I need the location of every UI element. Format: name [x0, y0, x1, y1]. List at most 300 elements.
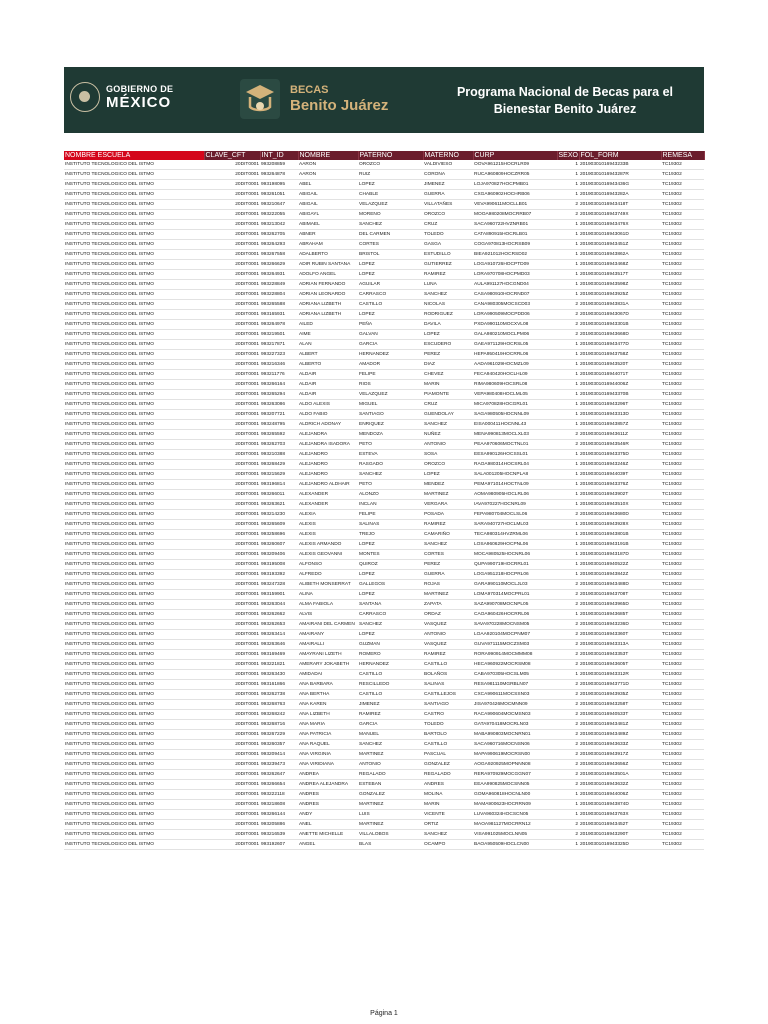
table-row	[64, 190, 704, 200]
table-row	[64, 280, 704, 290]
int-id-cell: 993266629	[260, 260, 298, 270]
int-id-cell: 993261051	[260, 190, 298, 200]
school-cell: INSTITUTO TECNOLOGICO DEL ISTMO	[64, 610, 204, 620]
materno-cell: CASTRO	[423, 710, 473, 720]
materno-cell: MARTINEZ	[423, 590, 473, 600]
folio-cell: 20190301016943353T	[579, 650, 661, 660]
table-row	[64, 830, 704, 840]
curp-cell: LOAA920104MOCPNM07	[473, 630, 557, 640]
nombre-cell: ALEXIA	[298, 510, 358, 520]
curp-cell: AADA961029HOCMZL09	[473, 360, 557, 370]
materno-cell: SANCHEZ	[423, 540, 473, 550]
folio-cell: 20190301016943501A	[579, 770, 661, 780]
int-id-cell: 993262703	[260, 440, 298, 450]
gobierno-mexico-logo	[70, 80, 174, 124]
curp-cell: VEVA990611MOCLLB01	[473, 200, 557, 210]
remesa-cell: TC19302	[661, 310, 704, 320]
clave-cell: 20DIT0001	[204, 620, 260, 630]
materno-cell: POSADA	[423, 510, 473, 520]
curp-cell: CANA980305MOCSCD03	[473, 300, 557, 310]
remesa-cell: TC19302	[661, 440, 704, 450]
materno-cell: CAMARIÑO	[423, 530, 473, 540]
table-row	[64, 520, 704, 530]
curp-cell: BIEA921012HOCRSD02	[473, 250, 557, 260]
sexo-cell: 2	[557, 330, 579, 340]
table-row	[64, 700, 704, 710]
folio-cell: 20190301016943481Z	[579, 720, 661, 730]
materno-cell: ANTONIO	[423, 440, 473, 450]
school-cell: INSTITUTO TECNOLOGICO DEL ISTMO	[64, 510, 204, 520]
materno-cell: PEREZ	[423, 350, 473, 360]
nombre-cell: ANA MARIA	[298, 720, 358, 730]
column-header: MATERNO	[423, 151, 473, 160]
curp-cell: GARA990110MOCLJL03	[473, 580, 557, 590]
clave-cell: 20DIT0001	[204, 640, 260, 650]
remesa-cell: TC19302	[661, 270, 704, 280]
paterno-cell: PEÑA	[358, 320, 423, 330]
sexo-cell: 2	[557, 630, 579, 640]
remesa-cell: TC19302	[661, 410, 704, 420]
remesa-cell: TC19302	[661, 190, 704, 200]
clave-cell: 20DIT0001	[204, 840, 260, 850]
materno-cell: GONZALEZ	[423, 760, 473, 770]
beneficiaries-table	[64, 151, 705, 850]
nombre-cell: ALEXANDER	[298, 500, 358, 510]
table-row	[64, 420, 704, 430]
nombre-cell: ALBERTO	[298, 360, 358, 370]
paterno-cell: REGALADO	[358, 770, 423, 780]
school-cell: INSTITUTO TECNOLOGICO DEL ISTMO	[64, 680, 204, 690]
sexo-cell: 1	[557, 800, 579, 810]
paterno-cell: PETO	[358, 440, 423, 450]
curp-cell: SAVA970228MOCNSM05	[473, 620, 557, 630]
curp-cell: SAGA980505HOCNNL09	[473, 410, 557, 420]
remesa-cell: TC19302	[661, 660, 704, 670]
folio-cell: 20190301016943857Z	[579, 420, 661, 430]
clave-cell: 20DIT0001	[204, 290, 260, 300]
table-row	[64, 300, 704, 310]
materno-cell: SOSA	[423, 450, 473, 460]
sexo-cell: 1	[557, 520, 579, 530]
clave-cell: 20DIT0001	[204, 320, 260, 330]
folio-cell: 20190301016943452T	[579, 820, 661, 830]
column-header: INT_ID	[260, 151, 298, 160]
remesa-cell: TC19302	[661, 380, 704, 390]
nombre-cell: ALEXIS GEOVANNI	[298, 550, 358, 560]
curp-cell: SARA940727HOCLML03	[473, 520, 557, 530]
remesa-cell: TC19302	[661, 370, 704, 380]
materno-cell: ZAPATA	[423, 600, 473, 610]
clave-cell: 20DIT0001	[204, 770, 260, 780]
folio-cell: 20190301016943520T	[579, 360, 661, 370]
table-row	[64, 710, 704, 720]
folio-cell: 20190301016943925Z	[579, 290, 661, 300]
nombre-cell: ALFONSO	[298, 560, 358, 570]
int-id-cell: 993169469	[260, 650, 298, 660]
paterno-cell: MARTINEZ	[358, 820, 423, 830]
school-cell: INSTITUTO TECNOLOGICO DEL ISTMO	[64, 500, 204, 510]
remesa-cell: TC19302	[661, 570, 704, 580]
remesa-cell: TC19302	[661, 790, 704, 800]
remesa-cell: TC19302	[661, 430, 704, 440]
sexo-cell: 1	[557, 790, 579, 800]
clave-cell: 20DIT0001	[204, 190, 260, 200]
folio-cell: 20190301016943370B	[579, 390, 661, 400]
materno-cell: ANDRES	[423, 780, 473, 790]
clave-cell: 20DIT0001	[204, 750, 260, 760]
curp-cell: LORA990509MOCPDD06	[473, 310, 557, 320]
sexo-cell: 1	[557, 180, 579, 190]
table-row	[64, 450, 704, 460]
clave-cell: 20DIT0001	[204, 350, 260, 360]
nombre-cell: ALVIS	[298, 610, 358, 620]
program-title	[430, 84, 700, 118]
int-id-cell: 993221821	[260, 660, 298, 670]
clave-cell: 20DIT0001	[204, 270, 260, 280]
clave-cell: 20DIT0001	[204, 490, 260, 500]
folio-cell: 20190301016943312R	[579, 670, 661, 680]
table-row	[64, 200, 704, 210]
paterno-cell: OROZCO	[358, 160, 423, 170]
curp-cell: RESA981110MGRBLN07	[473, 680, 557, 690]
nombre-cell: ANA KAREN	[298, 700, 358, 710]
nombre-cell: ABIGAYL	[298, 210, 358, 220]
folio-cell: 20190301016943874D	[579, 800, 661, 810]
paterno-cell: RUIZ	[358, 170, 423, 180]
folio-cell: 20190301016943668D	[579, 330, 661, 340]
school-cell: INSTITUTO TECNOLOGICO DEL ISTMO	[64, 800, 204, 810]
remesa-cell: TC19302	[661, 180, 704, 190]
table-row	[64, 210, 704, 220]
int-id-cell: 993215629	[260, 470, 298, 480]
clave-cell: 20DIT0001	[204, 220, 260, 230]
folio-cell: 20190301016943708T	[579, 590, 661, 600]
remesa-cell: TC19302	[661, 740, 704, 750]
folio-cell: 20190301016943517T	[579, 270, 661, 280]
int-id-cell: 993264931	[260, 270, 298, 280]
materno-cell: MENDEZ	[423, 480, 473, 490]
materno-cell: CORTES	[423, 550, 473, 560]
folio-cell: 20190301016943862A	[579, 250, 661, 260]
paterno-cell: ANTONIO	[358, 760, 423, 770]
remesa-cell: TC19302	[661, 590, 704, 600]
folio-cell: 20190301016943451Z	[579, 240, 661, 250]
paterno-cell: VILLALOBOS	[358, 830, 423, 840]
sexo-cell: 2	[557, 590, 579, 600]
table-row	[64, 630, 704, 640]
int-id-cell: 993263621	[260, 500, 298, 510]
becas-logo-icon	[238, 77, 282, 121]
table-row	[64, 260, 704, 270]
int-id-cell: 993262738	[260, 690, 298, 700]
sexo-cell: 2	[557, 750, 579, 760]
sexo-cell: 1	[557, 350, 579, 360]
school-cell: INSTITUTO TECNOLOGICO DEL ISTMO	[64, 660, 204, 670]
int-id-cell: 993268242	[260, 710, 298, 720]
int-id-cell: 993268429	[260, 460, 298, 470]
sexo-cell: 1	[557, 240, 579, 250]
materno-cell: NICOLAS	[423, 300, 473, 310]
remesa-cell: TC19302	[661, 640, 704, 650]
int-id-cell: 993208859	[260, 160, 298, 170]
folio-cell: 20190301016944006Z	[579, 380, 661, 390]
remesa-cell: TC19302	[661, 340, 704, 350]
materno-cell: VASQUEZ	[423, 640, 473, 650]
school-cell: INSTITUTO TECNOLOGICO DEL ISTMO	[64, 230, 204, 240]
school-cell: INSTITUTO TECNOLOGICO DEL ISTMO	[64, 300, 204, 310]
nombre-cell: ALDAIR	[298, 390, 358, 400]
remesa-cell: TC19302	[661, 420, 704, 430]
nombre-cell: AIME	[298, 330, 358, 340]
curp-cell: MICA970828HOCGRL01	[473, 400, 557, 410]
sexo-cell: 1	[557, 420, 579, 430]
int-id-cell: 993265588	[260, 300, 298, 310]
table-row	[64, 640, 704, 650]
paterno-cell: TREJO	[358, 530, 423, 540]
int-id-cell: 993262705	[260, 230, 298, 240]
clave-cell: 20DIT0001	[204, 680, 260, 690]
paterno-cell: CORTES	[358, 240, 423, 250]
paterno-cell: CARRASCO	[358, 290, 423, 300]
int-id-cell: 993268763	[260, 700, 298, 710]
clave-cell: 20DIT0001	[204, 540, 260, 550]
clave-cell: 20DIT0001	[204, 200, 260, 210]
table-row	[64, 610, 704, 620]
school-cell: INSTITUTO TECNOLOGICO DEL ISTMO	[64, 290, 204, 300]
materno-cell: VERGARA	[423, 500, 473, 510]
column-header: NOMBRE ESCUELA	[64, 151, 204, 160]
curp-cell: EESA990126HOCSSL01	[473, 450, 557, 460]
materno-cell: SANTIAGO	[423, 700, 473, 710]
curp-cell: RIMA980609HOCSRL08	[473, 380, 557, 390]
curp-cell: MAPA990619MOCRSN00	[473, 750, 557, 760]
sexo-cell: 1	[557, 280, 579, 290]
nombre-cell: ABIMAEL	[298, 220, 358, 230]
clave-cell: 20DIT0001	[204, 250, 260, 260]
int-id-cell: 993213042	[260, 220, 298, 230]
int-id-cell: 993222118	[260, 790, 298, 800]
folio-cell: 20190301016943656Z	[579, 760, 661, 770]
materno-cell: ROJAS	[423, 580, 473, 590]
school-cell: INSTITUTO TECNOLOGICO DEL ISTMO	[64, 480, 204, 490]
materno-cell: OROZCO	[423, 210, 473, 220]
school-cell: INSTITUTO TECNOLOGICO DEL ISTMO	[64, 830, 204, 840]
school-cell: INSTITUTO TECNOLOGICO DEL ISTMO	[64, 370, 204, 380]
sexo-cell: 1	[557, 550, 579, 560]
folio-cell: 20190301016943187D	[579, 550, 661, 560]
int-id-cell: 993265609	[260, 520, 298, 530]
table-row	[64, 230, 704, 240]
sexo-cell: 1	[557, 290, 579, 300]
curp-cell: VISA991025MOCLNN05	[473, 830, 557, 840]
paterno-cell: FELIPE	[358, 370, 423, 380]
sexo-cell: 2	[557, 760, 579, 770]
school-cell: INSTITUTO TECNOLOGICO DEL ISTMO	[64, 310, 204, 320]
school-cell: INSTITUTO TECNOLOGICO DEL ISTMO	[64, 710, 204, 720]
clave-cell: 20DIT0001	[204, 550, 260, 560]
sexo-cell: 2	[557, 660, 579, 670]
materno-cell: GUTIERREZ	[423, 260, 473, 270]
table-row	[64, 320, 704, 330]
materno-cell: VASQUEZ	[423, 620, 473, 630]
materno-cell: CRUZ	[423, 220, 473, 230]
paterno-cell: GUZMAN	[358, 640, 423, 650]
paterno-cell: ROMERO	[358, 650, 423, 660]
remesa-cell: TC19302	[661, 700, 704, 710]
remesa-cell: TC19302	[661, 250, 704, 260]
table-row	[64, 580, 704, 590]
paterno-cell: SALINAS	[358, 520, 423, 530]
remesa-cell: TC19302	[661, 820, 704, 830]
materno-cell: ESTUDILLO	[423, 250, 473, 260]
curp-cell: CASA980910HOCRND07	[473, 290, 557, 300]
school-cell: INSTITUTO TECNOLOGICO DEL ISTMO	[64, 690, 204, 700]
sexo-cell: 1	[557, 270, 579, 280]
curp-cell: PEAA970606MOCTNL01	[473, 440, 557, 450]
int-id-cell: 993263430	[260, 670, 298, 680]
table-row	[64, 530, 704, 540]
materno-cell: PIAMONTE	[423, 390, 473, 400]
materno-cell: NUÑEZ	[423, 430, 473, 440]
curp-cell: RUCA960809HOCZRR05	[473, 170, 557, 180]
table-row	[64, 240, 704, 250]
table-row	[64, 160, 704, 170]
folio-cell: 20190301016943917Z	[579, 750, 661, 760]
curp-cell: AOMA980905HOCLRL06	[473, 490, 557, 500]
column-header: REMESA	[661, 151, 704, 160]
remesa-cell: TC19302	[661, 580, 704, 590]
int-id-cell: 993218608	[260, 800, 298, 810]
clave-cell: 20DIT0001	[204, 500, 260, 510]
clave-cell: 20DIT0001	[204, 810, 260, 820]
curp-cell: EISA000411HOCNNL43	[473, 420, 557, 430]
table-row	[64, 570, 704, 580]
folio-cell: 20190301016943313D	[579, 410, 661, 420]
int-id-cell: 993265294	[260, 390, 298, 400]
remesa-cell: TC19302	[661, 630, 704, 640]
table-body	[64, 160, 704, 850]
remesa-cell: TC19302	[661, 560, 704, 570]
nombre-cell: ANDREA ALEJANDRA	[298, 780, 358, 790]
paterno-cell: GARCIA	[358, 340, 423, 350]
remesa-cell: TC19302	[661, 770, 704, 780]
column-header: FOL_FORM	[579, 151, 661, 160]
folio-cell: 20190301016943360T	[579, 630, 661, 640]
curp-cell: OOVA961215HOCRLR09	[473, 160, 557, 170]
clave-cell: 20DIT0001	[204, 710, 260, 720]
sexo-cell: 2	[557, 680, 579, 690]
nombre-cell: ALINA	[298, 590, 358, 600]
sexo-cell: 1	[557, 500, 579, 510]
remesa-cell: TC19302	[661, 690, 704, 700]
folio-cell: 20190301016943233B	[579, 160, 661, 170]
clave-cell: 20DIT0001	[204, 460, 260, 470]
clave-cell: 20DIT0001	[204, 780, 260, 790]
sexo-cell: 2	[557, 320, 579, 330]
school-cell: INSTITUTO TECNOLOGICO DEL ISTMO	[64, 450, 204, 460]
table-row	[64, 740, 704, 750]
sexo-cell: 1	[557, 160, 579, 170]
curp-cell: AOGA920925MOPNNN08	[473, 760, 557, 770]
school-cell: INSTITUTO TECNOLOGICO DEL ISTMO	[64, 420, 204, 430]
paterno-cell: SANCHEZ	[358, 220, 423, 230]
clave-cell: 20DIT0001	[204, 450, 260, 460]
nombre-cell: ALDAIR	[298, 380, 358, 390]
sexo-cell: 2	[557, 830, 579, 840]
table-row	[64, 360, 704, 370]
nombre-cell: AMAIRANI DEL CARMEN	[298, 620, 358, 630]
materno-cell: RAMIREZ	[423, 270, 473, 280]
paterno-cell: CASTILLO	[358, 300, 423, 310]
materno-cell: JIMENEZ	[423, 180, 473, 190]
folio-cell: 20190301016943258T	[579, 700, 661, 710]
folio-cell: 20190301016943476X	[579, 220, 661, 230]
paterno-cell: HERNANDEZ	[358, 350, 423, 360]
table-row	[64, 810, 704, 820]
school-cell: INSTITUTO TECNOLOGICO DEL ISTMO	[64, 580, 204, 590]
curp-cell: SACA960722HVZNRB01	[473, 220, 557, 230]
int-id-cell: 993222055	[260, 210, 298, 220]
table-row	[64, 490, 704, 500]
school-cell: INSTITUTO TECNOLOGICO DEL ISTMO	[64, 340, 204, 350]
folio-cell: 20190301016944071T	[579, 370, 661, 380]
curp-cell: CAOA960426HOCRRL06	[473, 610, 557, 620]
nombre-cell: ANA BARBARA	[298, 680, 358, 690]
curp-cell: LUVA960324HOCSCN05	[473, 810, 557, 820]
sexo-cell: 2	[557, 580, 579, 590]
table-row	[64, 590, 704, 600]
sexo-cell: 1	[557, 670, 579, 680]
int-id-cell: 993196814	[260, 480, 298, 490]
folio-cell: 20190301016943436G	[579, 180, 661, 190]
clave-cell: 20DIT0001	[204, 580, 260, 590]
remesa-cell: TC19302	[661, 680, 704, 690]
school-cell: INSTITUTO TECNOLOGICO DEL ISTMO	[64, 820, 204, 830]
school-cell: INSTITUTO TECNOLOGICO DEL ISTMO	[64, 390, 204, 400]
curp-cell: QUPA990719HOCRRL01	[473, 560, 557, 570]
table-header-row	[64, 151, 704, 160]
school-cell: INSTITUTO TECNOLOGICO DEL ISTMO	[64, 470, 204, 480]
materno-cell: OCAMPO	[423, 840, 473, 850]
int-id-cell: 993198095	[260, 180, 298, 190]
program-title-line-2: Bienestar Benito Juárez	[493, 102, 637, 116]
nombre-cell: ALEXIS	[298, 530, 358, 540]
column-header: PATERNO	[358, 151, 423, 160]
clave-cell: 20DIT0001	[204, 570, 260, 580]
school-cell: INSTITUTO TECNOLOGICO DEL ISTMO	[64, 220, 204, 230]
curp-cell: CXCA990611MOCSSN03	[473, 690, 557, 700]
nombre-cell: ALEJANDRO	[298, 450, 358, 460]
clave-cell: 20DIT0001	[204, 240, 260, 250]
int-id-cell: 993216539	[260, 830, 298, 840]
materno-cell: SANCHEZ	[423, 420, 473, 430]
school-cell: INSTITUTO TECNOLOGICO DEL ISTMO	[64, 440, 204, 450]
page-number: Página 1	[370, 1010, 398, 1017]
int-id-cell: 993263646	[260, 640, 298, 650]
sexo-cell: 1	[557, 470, 579, 480]
paterno-cell: GALVAN	[358, 330, 423, 340]
nombre-cell: AMIDADAI	[298, 670, 358, 680]
folio-cell: 20190301016943749X	[579, 210, 661, 220]
table-row	[64, 220, 704, 230]
remesa-cell: TC19302	[661, 240, 704, 250]
sexo-cell: 2	[557, 300, 579, 310]
school-cell: INSTITUTO TECNOLOGICO DEL ISTMO	[64, 170, 204, 180]
sexo-cell: 1	[557, 230, 579, 240]
sexo-cell: 1	[557, 480, 579, 490]
school-cell: INSTITUTO TECNOLOGICO DEL ISTMO	[64, 590, 204, 600]
sexo-cell: 2	[557, 720, 579, 730]
